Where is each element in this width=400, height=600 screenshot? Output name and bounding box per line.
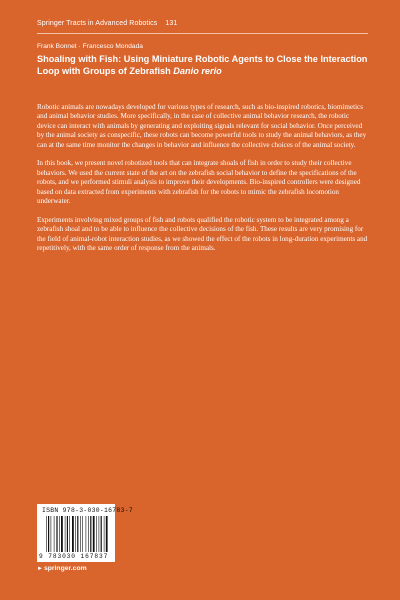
author-second: Francesco Mondada bbox=[82, 43, 143, 50]
blurb-paragraph: Robotic animals are nowadays developed for various types of research, such as bio-inspired robotics, biomimetics and animal behavior studies. More specifically, in the case of collective animal behavior research, the robotic device can interact with animals by generating and exploiting signals relevant for social behavior. Once perceived by the animal society as conspecific, these robots can become powerful tools to study the animal behaviors, as they can at the same time monitor the changes in behavior and influence the collective choices of the animal society. bbox=[37, 103, 367, 149]
barcode-bar bbox=[51, 516, 52, 552]
barcode-bar bbox=[82, 516, 83, 552]
publisher-url bbox=[37, 565, 87, 572]
barcode-bars bbox=[45, 516, 111, 552]
barcode-bar bbox=[48, 516, 49, 552]
barcode-digits: 9 783030 167837 bbox=[39, 553, 109, 560]
barcode-bar bbox=[93, 516, 95, 552]
book-title-main: Shoaling with Fish: Using Miniature Robotic Agents to Close the Interaction Loop with Groups of Zebrafish bbox=[37, 54, 368, 76]
isbn-barcode bbox=[37, 504, 133, 562]
barcode-bar bbox=[72, 516, 74, 552]
series-volume: 131 bbox=[165, 20, 178, 27]
blurb-paragraph: Experiments involving mixed groups of fish and robots qualified the robotic system to be integrated among a zebrafish shoal and to be able to influence the collective decisions of the fish. These results are very promising for the field of animal-robot interaction studies, as we showed the effect of the robots in long-duration experiments and repetitively, with the same order of response from the animals. bbox=[37, 215, 368, 253]
author-first: Frank Bonnet bbox=[37, 43, 77, 50]
barcode-bar bbox=[77, 516, 78, 552]
book-title-species: Danio rerio bbox=[173, 66, 222, 76]
barcode-bar bbox=[59, 516, 60, 552]
author-separator: · bbox=[78, 43, 81, 50]
barcode-bar bbox=[104, 516, 105, 552]
barcode-bar bbox=[75, 516, 76, 552]
barcode-bar bbox=[69, 516, 70, 552]
arrow-icon: ► bbox=[37, 566, 43, 572]
publisher-url-text: springer.com bbox=[43, 565, 87, 572]
barcode-bar bbox=[99, 516, 100, 552]
series-name: Springer Tracts in Advanced Robotics bbox=[37, 20, 158, 27]
barcode-bar bbox=[106, 516, 108, 552]
blurb-paragraph: In this book, we present novel robotized tools that can integrate shoals of fish in order to study their collective behaviors. We used the current state of the art on the zebrafish social behavior to define the specifications of the robots, and we performed stimuli analysis to improve their developments. Bio-inspired controllers were designed based on data extracted from experiments with zebrafish for the robots to mimic the zebrafish locomotion underwater. bbox=[37, 159, 361, 206]
barcode-bar bbox=[101, 516, 102, 552]
book-title bbox=[37, 53, 372, 77]
barcode-bar bbox=[90, 516, 91, 552]
barcode-bar bbox=[67, 516, 68, 552]
barcode-bar bbox=[86, 516, 87, 552]
barcode-bar bbox=[65, 516, 66, 552]
barcode-bar bbox=[46, 516, 47, 552]
header-divider bbox=[37, 33, 368, 34]
barcode-bar bbox=[96, 516, 97, 552]
barcode-bar bbox=[88, 516, 89, 552]
barcode-bar bbox=[61, 516, 63, 552]
barcode-bar bbox=[80, 516, 81, 552]
barcode-bar bbox=[54, 516, 55, 552]
barcode-bar bbox=[56, 516, 57, 552]
authors-line bbox=[37, 43, 143, 50]
series-line bbox=[37, 20, 177, 27]
isbn-label: ISBN 978-3-030-16783-7 bbox=[42, 507, 133, 514]
back-cover-blurb bbox=[37, 103, 369, 263]
